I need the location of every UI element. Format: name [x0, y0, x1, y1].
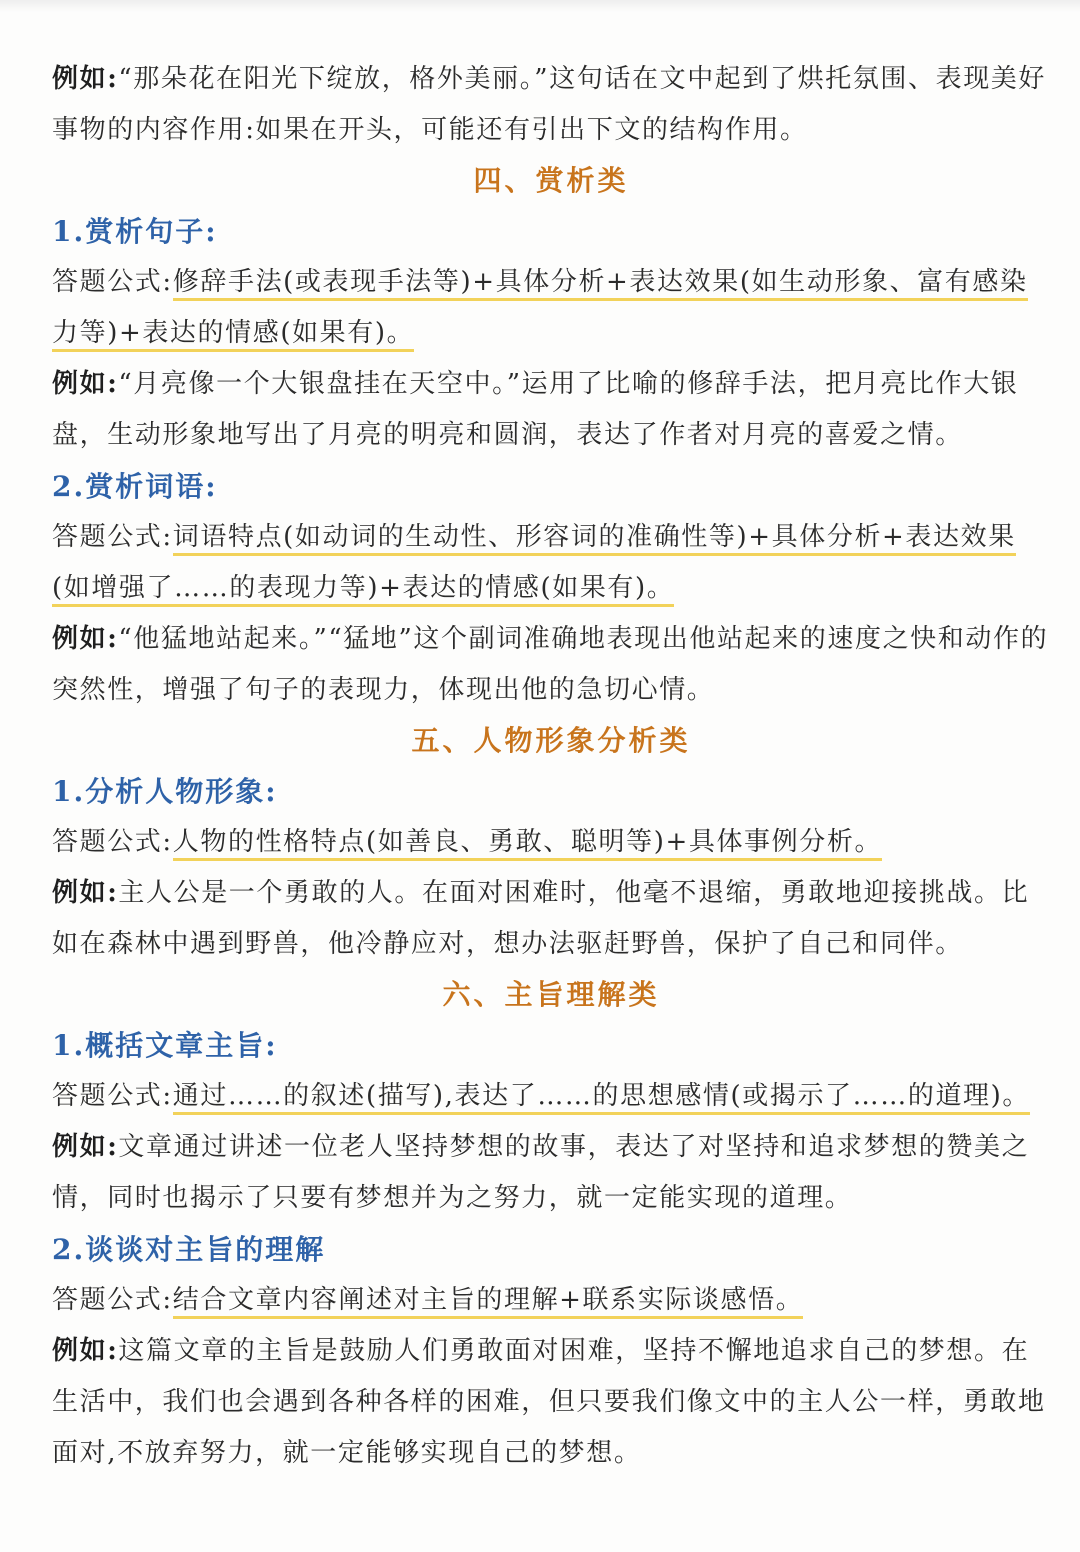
example-summarize-theme [52, 1122, 1050, 1224]
example-text: 这篇文章的主旨是鼓励人们勇敢面对困难，坚持不懈地追求自己的梦想。在生活中，我们也会遇到各种各样的困难，但只要我们像文中的主人公一样，勇敢地面对,不放弃努力，就一定能够实现自己的梦想。 [52, 1336, 1046, 1468]
formula-text: 结合文章内容阐述对主旨的理解+联系实际谈感悟。 [173, 1285, 804, 1319]
formula-summarize-theme [52, 1071, 1050, 1122]
example-label: 例如: [52, 878, 119, 908]
example-label: 例如: [52, 369, 119, 399]
example-analyze-word [52, 614, 1050, 716]
sub-heading-understand-theme: 2.谈谈对主旨的理解 [52, 1233, 326, 1266]
example-text: 文章通过讲述一位老人坚持梦想的故事，表达了对坚持和追求梦想的赞美之情，同时也揭示了只要有梦想并为之努力，就一定能实现的道理。 [52, 1132, 1030, 1213]
section-heading-6: 六、主旨理解类 [442, 978, 660, 1011]
example-text: 主人公是一个勇敢的人。在面对困难时，他毫不退缩，勇敢地迎接挑战。比如在森林中遇到野兽，他冷静应对，想办法驱赶野兽，保护了自己和同伴。 [52, 878, 1030, 959]
sub-heading-character: 1.分析人物形象: [52, 775, 278, 808]
formula-analyze-sentence [52, 257, 1050, 359]
sub-heading-analyze-word: 2.赏析词语: [52, 470, 218, 503]
section-heading-5: 五、人物形象分析类 [411, 724, 691, 757]
sub-heading-summarize-theme: 1.概括文章主旨: [52, 1029, 278, 1062]
formula-label: 答题公式: [52, 827, 173, 857]
formula-character [52, 817, 1050, 868]
example-analyze-sentence [52, 359, 1050, 461]
formula-label: 答题公式: [52, 522, 173, 552]
section-heading-4: 四、赏析类 [473, 164, 629, 197]
formula-text: 修辞手法(或表现手法等)+具体分析+表达效果(如生动形象、富有感染力等)+表达的情感(如果有)。 [52, 267, 1028, 352]
formula-text: 人物的性格特点(如善良、勇敢、聪明等)+具体事例分析。 [173, 827, 882, 861]
example-text: “他猛地站起来。”“猛地”这个副词准确地表现出他站起来的速度之快和动作的突然性，增强了句子的表现力，体现出他的急切心情。 [52, 624, 1049, 705]
intro-example [52, 54, 1050, 156]
top-divider [0, 0, 1080, 12]
formula-understand-theme [52, 1275, 1050, 1326]
formula-label: 答题公式: [52, 1081, 173, 1111]
formula-analyze-word [52, 512, 1050, 614]
formula-text: 词语特点(如动词的生动性、形容词的准确性等)+具体分析+表达效果(如增强了……的表现力等)+表达的情感(如果有)。 [52, 522, 1016, 607]
example-understand-theme [52, 1326, 1050, 1479]
example-text: “那朵花在阳光下绽放，格外美丽。”这句话在文中起到了烘托氛围、表现美好事物的内容作用:如果在开头，可能还有引出下文的结构作用。 [52, 64, 1046, 145]
formula-text: 通过……的叙述(描写),表达了……的思想感情(或揭示了……的道理)。 [173, 1081, 1030, 1115]
example-character [52, 868, 1050, 970]
example-label: 例如: [52, 624, 119, 654]
formula-label: 答题公式: [52, 267, 173, 297]
example-text: “月亮像一个大银盘挂在天空中。”运用了比喻的修辞手法，把月亮比作大银盘，生动形象地写出了月亮的明亮和圆润，表达了作者对月亮的喜爱之情。 [52, 369, 1019, 450]
example-label: 例如: [52, 1336, 119, 1366]
sub-heading-analyze-sentence: 1.赏析句子: [52, 215, 218, 248]
formula-label: 答题公式: [52, 1285, 173, 1315]
example-label: 例如: [52, 1132, 119, 1162]
example-label: 例如: [52, 64, 119, 94]
